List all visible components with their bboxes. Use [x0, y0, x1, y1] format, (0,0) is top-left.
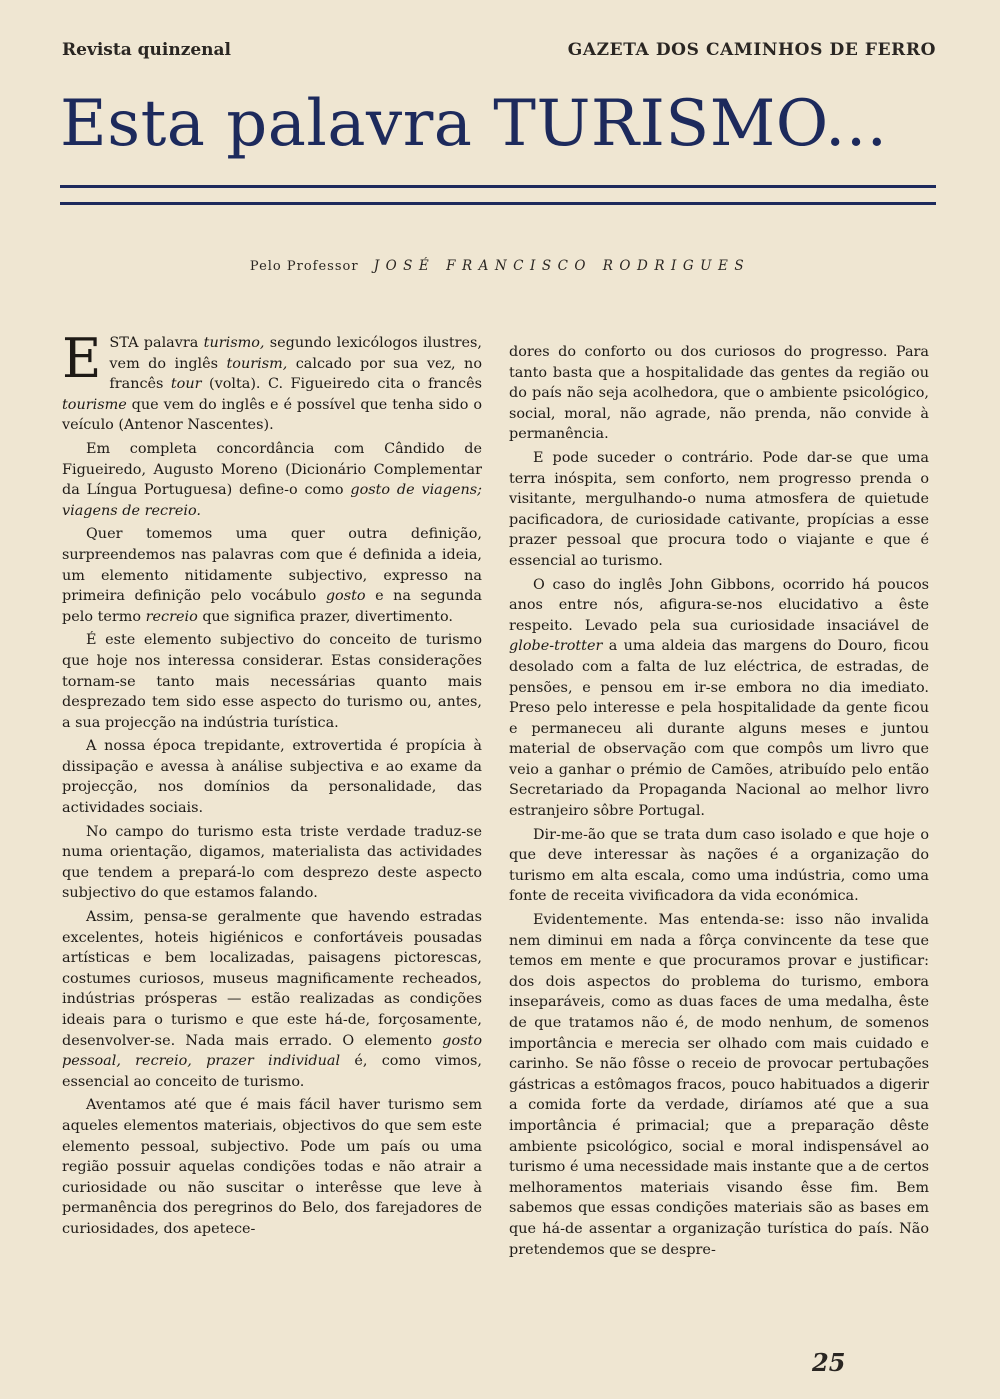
- running-header-left: Revista quinzenal: [62, 40, 232, 60]
- running-header-right: GAZETA DOS CAMINHOS DE FERRO: [567, 40, 936, 60]
- paragraph: A nossa época trepidante, extrovertida é propícia à dissipação e avessa à análise subjectiva e ao exame da projecção, nos domínios da personalidade, das actividades sociais.: [62, 738, 482, 817]
- paragraph: Evidentemente. Mas entenda-se: isso não invalida nem diminui em nada a fôrça convincente da tese que temos em mente e que procuramos provar e justificar: dos dois aspectos do problema do turismo, embora inseparáveis, como as duas faces de uma medalha, êste de que tratamos não é, de modo nenhum, de somenos importância e merecia ser olhado com mais cuidado e carinho. Se não fôsse o receio de provocar pertubações gástricas a estômagos fracos, pouco habituados a digerir a comida forte da verdade, diríamos até que a sua importância é primacial; que a preparação dêste ambiente psicológico, social e moral indispensável ao turismo é uma necessidade mais instante que a de certos melhoramentos materiais visando êsse fim. Bem sabemos que essas condições materiais são as bases em que há-de assentar a organização turística do país. Não pretendemos que se despre-: [509, 912, 929, 1258]
- paragraph: ESTA palavra turismo, segundo lexicólogos ilustres, vem do inglês tourism, calcado por sua vez, no francês tour (volta). C. Figueiredo cita o francês tourisme que vem do inglês e é possível que tenha sido o veículo (Antenor Nascentes).: [62, 327, 482, 434]
- column-left: [62, 327, 482, 1243]
- paragraph: dores do conforto ou dos curiosos do progresso. Para tanto basta que a hospitalidade das gentes da região ou do país não seja acolhedora, que o ambiente psicológico, social, moral, não agrade, não prenda, não convide à permanência.: [509, 344, 929, 443]
- column-right: [509, 342, 929, 1263]
- paragraph: No campo do turismo esta triste verdade traduz-se numa orientação, digamos, materialista das actividades que tendem a prepará-lo com desprezo deste aspecto subjectivo do que estamos falando.: [62, 823, 482, 902]
- paragraph: Aventamos até que é mais fácil haver turismo sem aqueles elementos materiais, objectivos do que sem este elemento pessoal, subjectivo. Pode um país ou uma região possuir aquelas condições todas e não atrair a curiosidade ou não suscitar o interêsse que leve à permanência dos peregrinos do Belo, dos farejadores de curiosidades, dos apetece-: [62, 1097, 482, 1237]
- paragraph: Quer tomemos uma quer outra definição, surpreendemos nas palavras com que é definida a ideia, um elemento nitidamente subjectivo, expresso na primeira definição pelo vocábulo gosto e na segunda pelo termo recreio que significa prazer, divertimento.: [62, 526, 482, 625]
- article-title: Esta palavra TURISMO...: [60, 87, 888, 161]
- author-name: JOSÉ FRANCISCO RODRIGUES: [373, 258, 751, 274]
- paragraph: Em completa concordância com Cândido de Figueiredo, Augusto Moreno (Dicionário Complementar da Língua Portuguesa) define-o como gosto de viagens; viagens de recreio.: [62, 440, 482, 519]
- paragraph: E pode suceder o contrário. Pode dar-se que uma terra inóspita, sem conforto, nem progresso prenda o visitante, mergulhando-o numa atmosfera de quietude pacificadora, de curiosidade cativante, propícias a esse prazer pessoal que procura todo o viajante e que é essencial ao turismo.: [509, 449, 929, 569]
- paragraph: É este elemento subjectivo do conceito de turismo que hoje nos interessa considerar. Estas considerações tornam-se tanto mais necessárias quanto mais desprezado tem sido esse aspecto do turismo ou, antes, a sua projecção na indústria turística.: [62, 632, 482, 731]
- page-number: 25: [812, 1348, 846, 1377]
- title-double-rule: [60, 185, 936, 205]
- paragraph: O caso do inglês John Gibbons, ocorrido há poucos anos entre nós, afigura-se-nos elucidativo a êste respeito. Levado pela sua curiosidade insaciável de globe-trotter a uma aldeia das margens do Douro, ficou desolado com a falta de luz eléctrica, de estradas, de pensões, e pensou em ir-se embora no dia imediato. Preso pelo interesse e pela hospitalidade da gente ficou e permaneceu ali durante alguns meses e juntou material de observação com que compôs um livro que veio a ganhar o prémio de Camões, atribuído pelo então Secretariado da Propaganda Nacional ao melhor livro estranjeiro sôbre Portugal.: [509, 576, 929, 820]
- byline-prefix: Pelo Professor: [249, 259, 359, 274]
- paragraph: Assim, pensa-se geralmente que havendo estradas excelentes, hoteis higiénicos e confortáveis pousadas artísticas e bem localizadas, paisagens pictorescas, costumes curiosos, museus magnificamente recheados, indústrias prósperas — estão realizadas as condições ideais para o turismo e que este há-de, forçosamente, desenvolver-se. Nada mais errado. O elemento gosto pessoal, recreio, prazer individual é, como vimos, essencial ao conceito de turismo.: [62, 909, 482, 1090]
- byline: [0, 258, 1000, 274]
- paragraph: Dir-me-ão que se trata dum caso isolado e que hoje o que deve interessar às nações é a organização do turismo em alta escala, como uma indústria, como uma fonte de receita vivificadora da vida económica.: [509, 826, 929, 905]
- drop-cap: E: [62, 327, 102, 390]
